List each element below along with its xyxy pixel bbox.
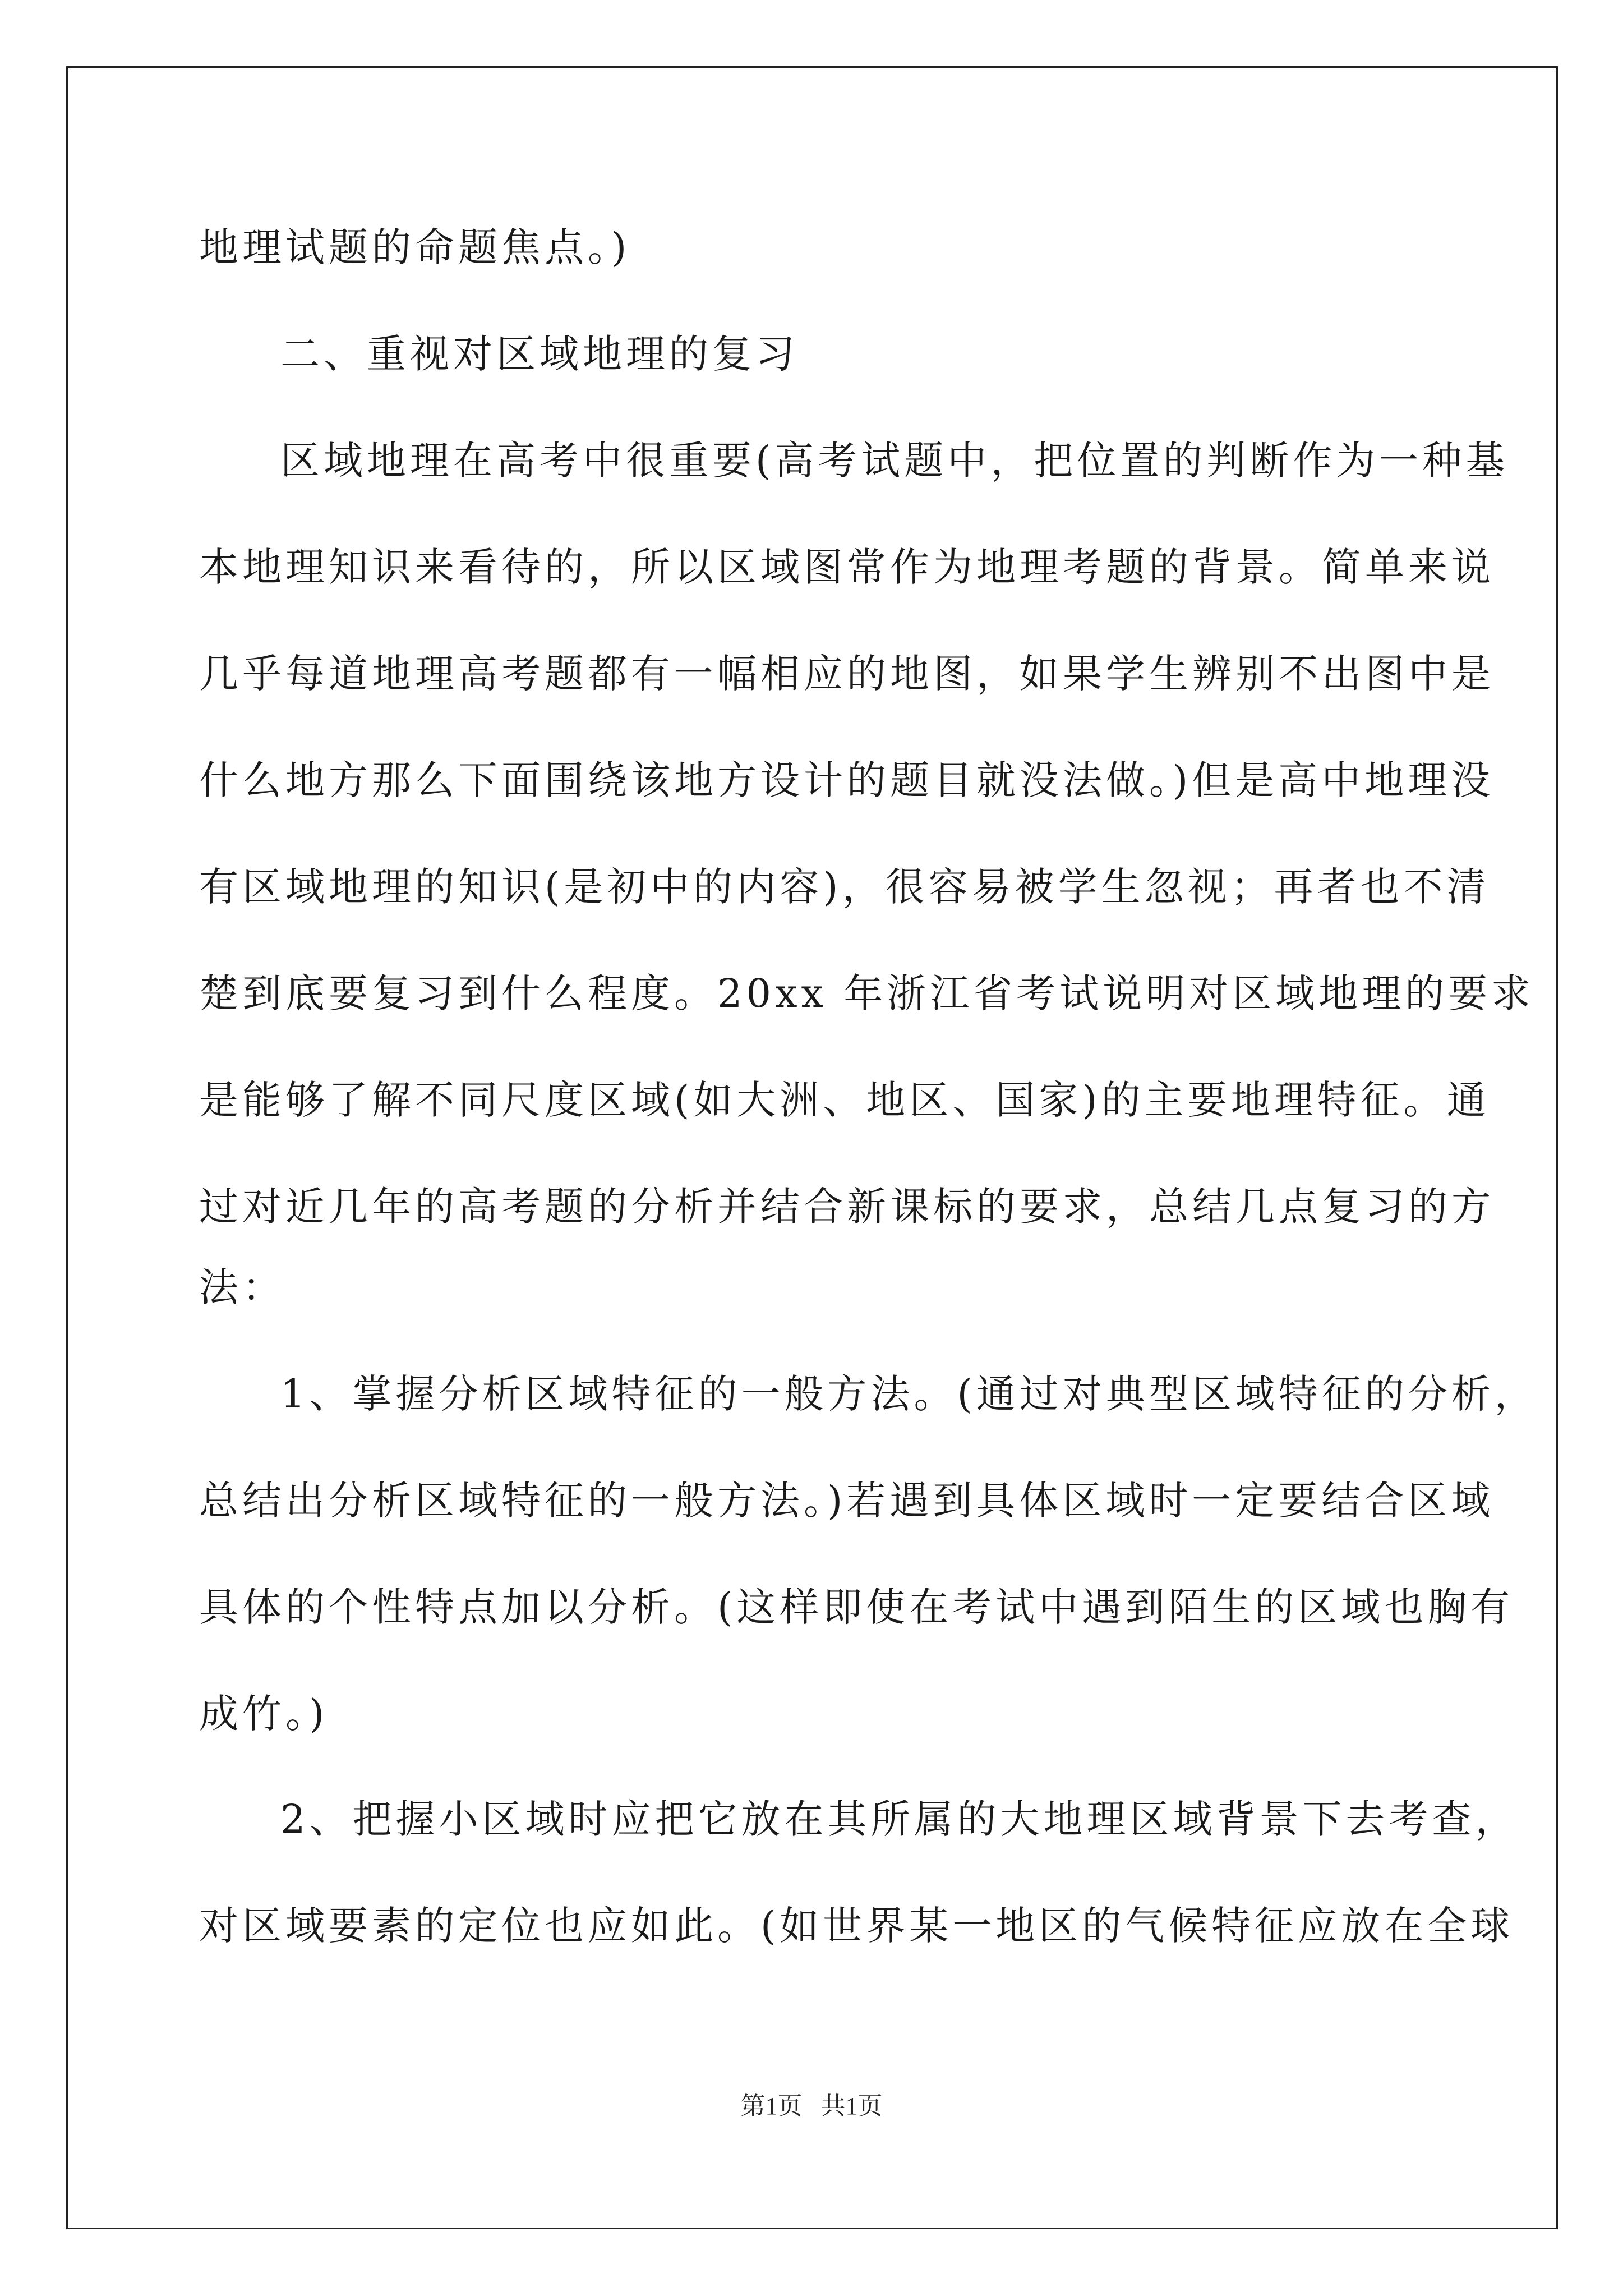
list-item-2-line-2: 对区域要素的定位也应如此。(如世界某一地区的气候特征应放在全球 [199, 1903, 1514, 1949]
list-item-1-line-2: 总结出分析区域特征的一般方法。)若遇到具体区域时一定要结合区域 [199, 1478, 1495, 1524]
body-line-5: 几乎每道地理高考题都有一幅相应的地图，如果学生辨别不出图中是 [199, 651, 1495, 697]
body-line-10: 过对近几年的高考题的分析并结合新课标的要求，总结几点复习的方 [199, 1184, 1495, 1230]
list-item-1-line-4: 成竹。) [199, 1691, 329, 1737]
list-item-1-line-3: 具体的个性特点加以分析。(这样即使在考试中遇到陌生的区域也胸有 [199, 1584, 1514, 1630]
body-line-9: 是能够了解不同尺度区域(如大洲、地区、国家)的主要地理特征。通 [199, 1077, 1490, 1123]
list-item-2-line-1: 2、把握小区域时应把它放在其所属的大地理区域背景下去考查， [280, 1796, 1519, 1842]
body-line-4: 本地理知识来看待的，所以区域图常作为地理考题的背景。简单来说 [199, 544, 1495, 590]
body-line-6: 什么地方那么下面围绕该地方设计的题目就没法做。)但是高中地理没 [199, 757, 1495, 803]
page-number-footer: 第1页 共1页 [740, 2092, 883, 2120]
body-line-1: 地理试题的命题焦点。) [199, 224, 631, 270]
list-item-1-line-1: 1、掌握分析区域特征的一般方法。(通过对典型区域特征的分析， [280, 1371, 1538, 1417]
body-line-8: 楚到底要复习到什么程度。20xx 年浙江省考试说明对区域地理的要求 [199, 970, 1535, 1016]
body-line-7: 有区域地理的知识(是初中的内容)，很容易被学生忽视；再者也不清 [199, 864, 1490, 910]
body-line-11: 法： [199, 1264, 285, 1310]
body-line-3: 区域地理在高考中很重要(高考试题中，把位置的判断作为一种基 [280, 438, 1509, 484]
section-heading: 二、重视对区域地理的复习 [280, 331, 799, 377]
